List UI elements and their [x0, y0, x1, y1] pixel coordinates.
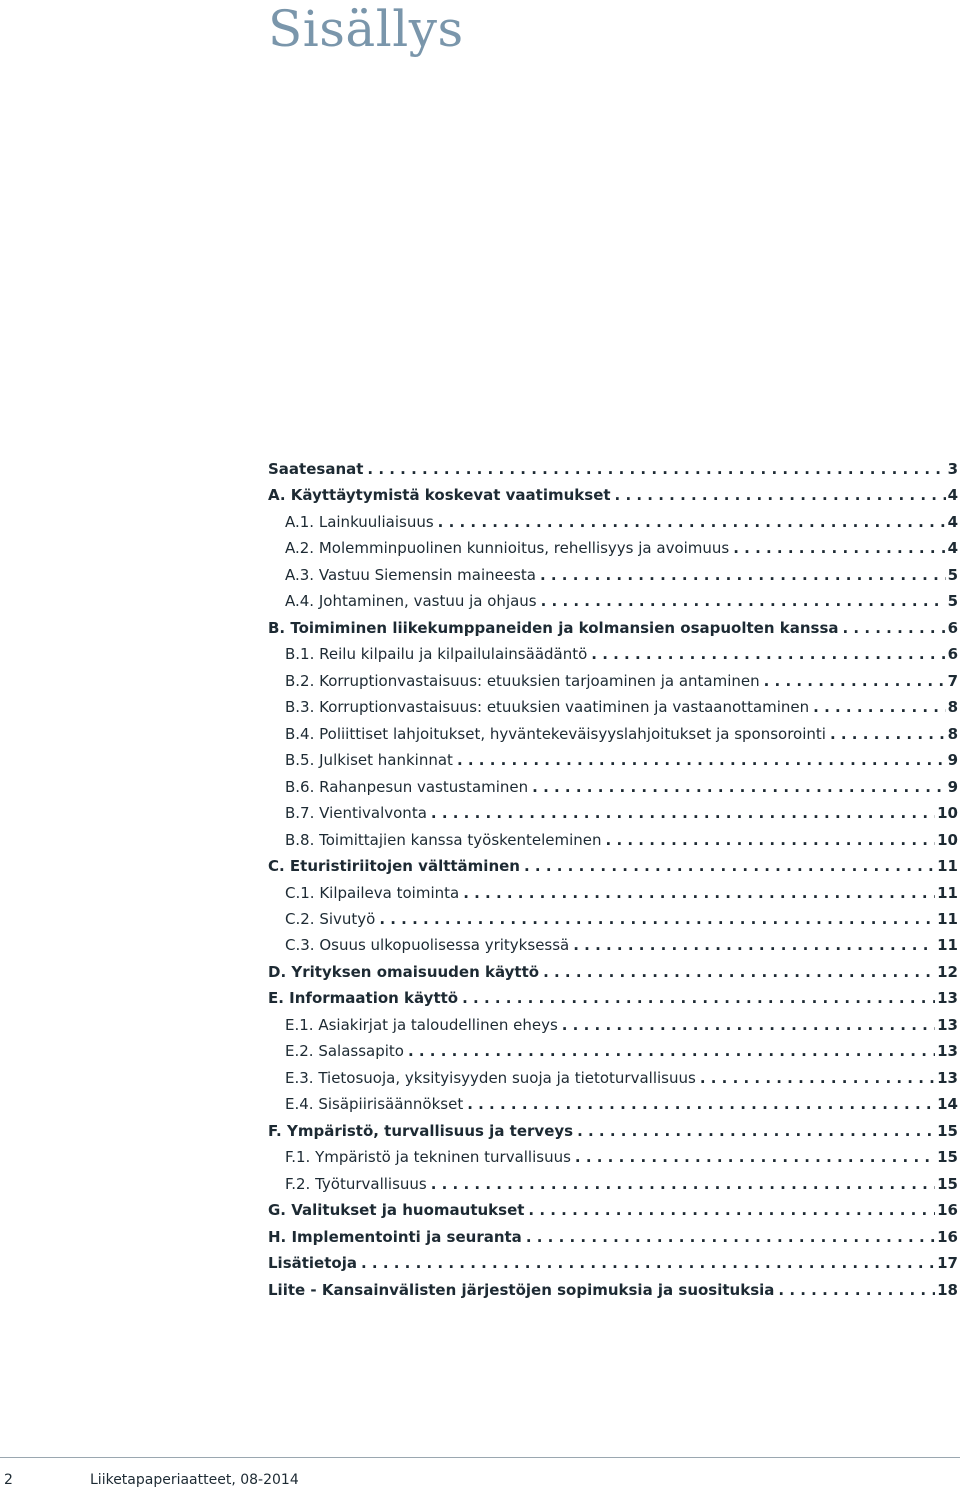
toc-entry[interactable] [268, 906, 958, 932]
toc-entry[interactable] [268, 588, 958, 614]
toc-leader-dots [540, 562, 946, 588]
toc-leader-dots [813, 694, 945, 720]
toc-entry[interactable] [268, 482, 958, 508]
toc-entry-page: 11 [937, 936, 958, 955]
toc-entry-page: 11 [937, 883, 958, 902]
toc-entry[interactable] [268, 694, 958, 720]
toc-entry-label: E.4. Sisäpiirisäännökset [285, 1095, 464, 1114]
toc-entry[interactable] [268, 774, 958, 800]
toc-entry[interactable] [268, 747, 958, 773]
toc-entry-label: F. Ympäristö, turvallisuus ja terveys [268, 1121, 574, 1140]
toc-entry-label: H. Implementointi ja seuranta [268, 1227, 522, 1246]
toc-entry-page: 10 [937, 830, 958, 849]
toc-leader-dots [361, 1250, 935, 1276]
toc-entry[interactable] [268, 1250, 958, 1276]
toc-entry-page: 5 [947, 592, 958, 611]
toc-entry-label: B.1. Reilu kilpailu ja kilpailulainsäädäntö [285, 645, 588, 664]
toc-entry[interactable] [268, 1012, 958, 1038]
toc-entry-label: C.3. Osuus ulkopuolisessa yrityksessä [285, 936, 570, 955]
toc-entry[interactable] [268, 1144, 958, 1170]
toc-entry-label: B.3. Korruptionvastaisuus: etuuksien vaatiminen ja vastaanottaminen [285, 698, 810, 717]
toc-entry-page: 7 [947, 671, 958, 690]
toc-entry[interactable] [268, 932, 958, 958]
toc-entry[interactable] [268, 641, 958, 667]
toc-entry-page: 15 [937, 1121, 958, 1140]
toc-entry-page: 15 [937, 1174, 958, 1193]
toc-leader-dots [467, 1091, 935, 1117]
toc-leader-dots [379, 906, 935, 932]
toc-entry-label: B. Toimiminen liikekumppaneiden ja kolmansien osapuolten kanssa [268, 618, 839, 637]
toc-entry[interactable] [268, 721, 958, 747]
toc-entry-label: C.1. Kilpaileva toiminta [285, 883, 460, 902]
toc-entry-page: 17 [937, 1254, 958, 1273]
toc-leader-dots [526, 1224, 935, 1250]
toc-leader-dots [532, 774, 945, 800]
table-of-contents [268, 456, 958, 1303]
toc-entry[interactable] [268, 615, 958, 641]
toc-leader-dots [431, 800, 935, 826]
toc-entry-label: C.2. Sivutyö [285, 909, 376, 928]
toc-entry-label: C. Eturistiriitojen välttäminen [268, 857, 520, 876]
toc-entry[interactable] [268, 880, 958, 906]
footer-divider [0, 1457, 960, 1458]
toc-entry-label: A.3. Vastuu Siemensin maineesta [285, 565, 536, 584]
toc-entry-page: 4 [947, 539, 958, 558]
toc-leader-dots [408, 1038, 935, 1064]
page-number: 2 [4, 1472, 13, 1488]
toc-entry[interactable] [268, 535, 958, 561]
toc-entry-label: E.1. Asiakirjat ja taloudellinen eheys [285, 1015, 558, 1034]
toc-entry-page: 13 [937, 989, 958, 1008]
toc-entry-label: D. Yrityksen omaisuuden käyttö [268, 962, 540, 981]
toc-entry[interactable] [268, 668, 958, 694]
toc-leader-dots [830, 721, 946, 747]
toc-entry-page: 13 [937, 1068, 958, 1087]
toc-entry[interactable] [268, 1197, 958, 1223]
toc-leader-dots [438, 509, 946, 535]
toc-entry-label: Lisätietoja [268, 1254, 357, 1273]
toc-entry-page: 15 [937, 1148, 958, 1167]
toc-entry-page: 12 [937, 962, 958, 981]
toc-leader-dots [733, 535, 945, 561]
toc-entry-page: 5 [947, 565, 958, 584]
toc-leader-dots [541, 588, 946, 614]
toc-leader-dots [528, 1197, 935, 1223]
toc-entry-page: 18 [937, 1280, 958, 1299]
toc-leader-dots [543, 959, 935, 985]
toc-leader-dots [524, 853, 935, 879]
toc-entry-page: 6 [947, 645, 958, 664]
toc-entry-label: A. Käyttäytymistä koskevat vaatimukset [268, 486, 611, 505]
toc-entry[interactable] [268, 1118, 958, 1144]
toc-leader-dots [606, 827, 936, 853]
toc-entry-label: B.5. Julkiset hankinnat [285, 751, 453, 770]
toc-leader-dots [577, 1118, 935, 1144]
toc-leader-dots [463, 880, 935, 906]
toc-entry-label: Liite - Kansainvälisten järjestöjen sopimuksia ja suosituksia [268, 1280, 775, 1299]
toc-entry[interactable] [268, 1224, 958, 1250]
toc-entry-page: 6 [947, 618, 958, 637]
toc-entry-label: F.1. Ympäristö ja tekninen turvallisuus [285, 1148, 571, 1167]
toc-leader-dots [700, 1065, 935, 1091]
page-title: Sisällys [268, 0, 464, 58]
toc-leader-dots [462, 985, 935, 1011]
toc-entry[interactable] [268, 1065, 958, 1091]
toc-entry-page: 13 [937, 1042, 958, 1061]
toc-entry-label: B.7. Vientivalvonta [285, 804, 427, 823]
toc-entry[interactable] [268, 456, 958, 482]
toc-entry[interactable] [268, 985, 958, 1011]
toc-leader-dots [431, 1171, 935, 1197]
toc-entry[interactable] [268, 509, 958, 535]
toc-leader-dots [615, 482, 946, 508]
toc-entry-label: E.3. Tietosuoja, yksityisyyden suoja ja tietoturvallisuus [285, 1068, 696, 1087]
toc-entry-label: E. Informaation käyttö [268, 989, 459, 1008]
toc-leader-dots [562, 1012, 935, 1038]
toc-entry-label: B.6. Rahanpesun vastustaminen [285, 777, 529, 796]
toc-entry-page: 9 [947, 751, 958, 770]
toc-entry-page: 11 [937, 857, 958, 876]
document-title: Liiketapaperiaatteet, 08-2014 [90, 1472, 299, 1488]
toc-entry-page: 14 [937, 1095, 958, 1114]
toc-entry-page: 10 [937, 804, 958, 823]
toc-entry[interactable] [268, 1171, 958, 1197]
toc-entry-page: 4 [947, 486, 958, 505]
toc-leader-dots [591, 641, 945, 667]
toc-entry-label: G. Valitukset ja huomautukset [268, 1201, 525, 1220]
toc-leader-dots [575, 1144, 935, 1170]
toc-entry-page: 4 [947, 512, 958, 531]
toc-entry-label: A.1. Lainkuuliaisuus [285, 512, 434, 531]
toc-leader-dots [367, 456, 945, 482]
toc-leader-dots [778, 1277, 935, 1303]
toc-entry[interactable] [268, 800, 958, 826]
toc-entry-page: 16 [937, 1227, 958, 1246]
toc-entry-label: B.8. Toimittajien kanssa työskenteleminen [285, 830, 602, 849]
toc-entry[interactable] [268, 1091, 958, 1117]
toc-entry-page: 16 [937, 1201, 958, 1220]
toc-entry-label: A.4. Johtaminen, vastuu ja ohjaus [285, 592, 537, 611]
toc-leader-dots [457, 747, 946, 773]
toc-entry[interactable] [268, 959, 958, 985]
toc-entry[interactable] [268, 827, 958, 853]
toc-entry[interactable] [268, 1038, 958, 1064]
toc-entry-page: 9 [947, 777, 958, 796]
toc-entry-page: 13 [937, 1015, 958, 1034]
toc-entry-page: 11 [937, 909, 958, 928]
toc-entry[interactable] [268, 853, 958, 879]
toc-leader-dots [843, 615, 946, 641]
toc-entry[interactable] [268, 562, 958, 588]
toc-entry-page: 8 [947, 698, 958, 717]
toc-entry-page: 8 [947, 724, 958, 743]
toc-entry-label: F.2. Työturvallisuus [285, 1174, 427, 1193]
toc-entry-label: A.2. Molemminpuolinen kunnioitus, rehellisyys ja avoimuus [285, 539, 730, 558]
toc-entry-label: E.2. Salassapito [285, 1042, 404, 1061]
toc-entry[interactable] [268, 1277, 958, 1303]
toc-leader-dots [573, 932, 935, 958]
toc-leader-dots [764, 668, 946, 694]
toc-entry-label: Saatesanat [268, 460, 364, 478]
toc-entry-label: B.2. Korruptionvastaisuus: etuuksien tarjoaminen ja antaminen [285, 671, 760, 690]
toc-entry-label: B.4. Poliittiset lahjoitukset, hyväntekeväisyyslahjoitukset ja sponsorointi [285, 724, 826, 743]
toc-entry-page: 3 [947, 460, 958, 478]
